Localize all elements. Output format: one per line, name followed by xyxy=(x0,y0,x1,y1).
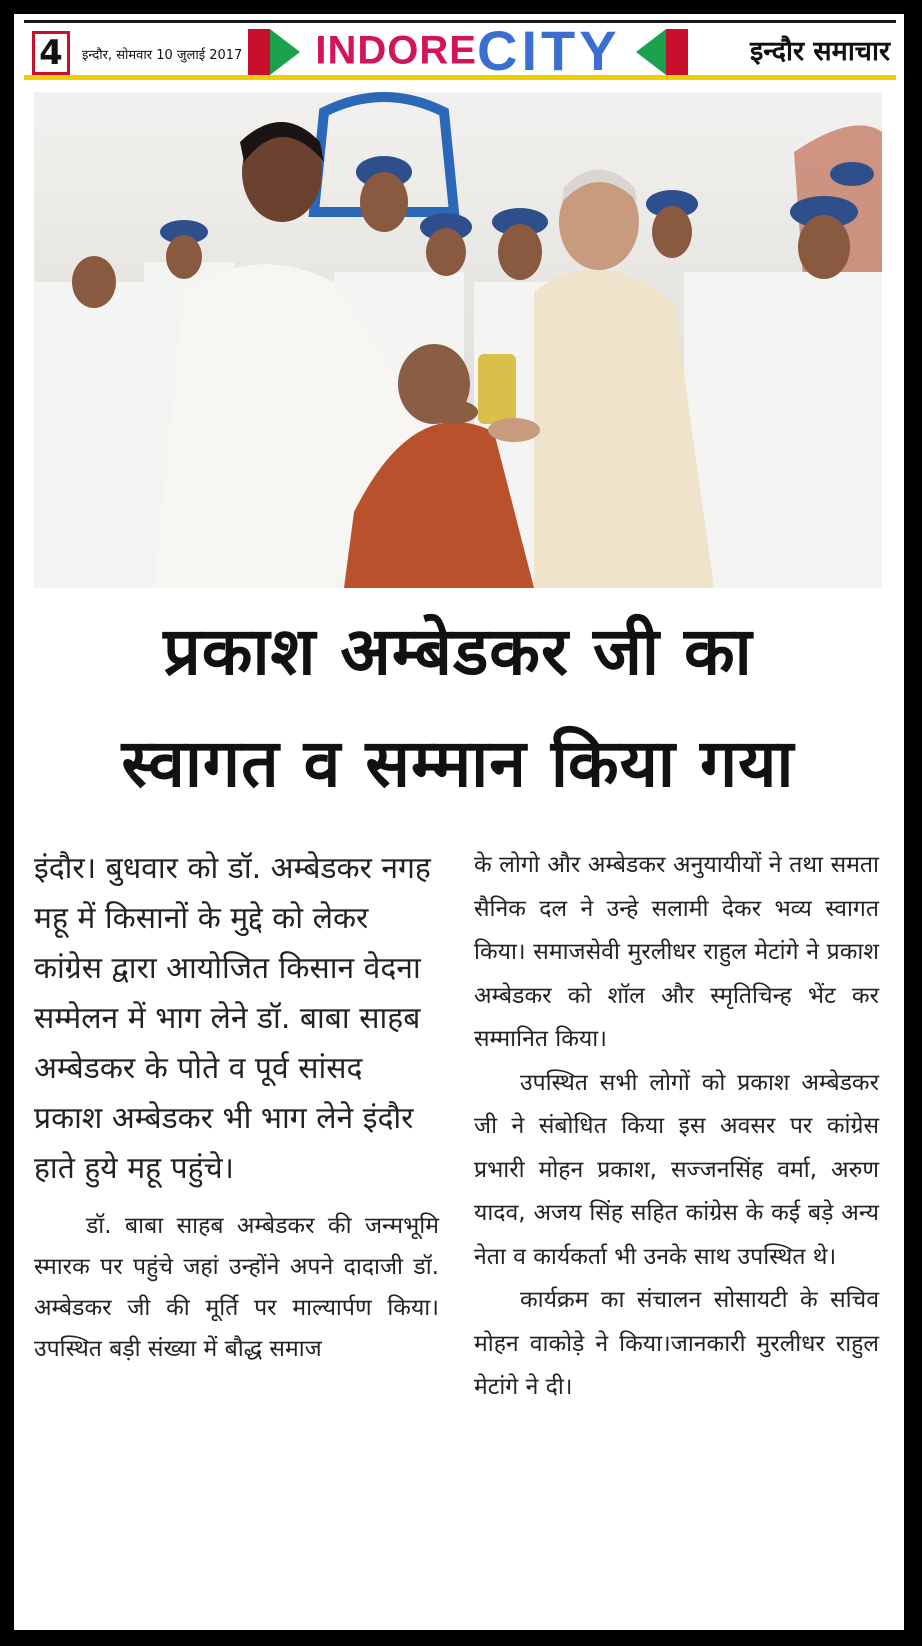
dateline: इन्दौर, सोमवार 10 जुलाई 2017 xyxy=(82,48,243,63)
article-paragraph-3: उपस्थित सभी लोगों को प्रकाश अम्बेडकर जी ने संबोधित किया इस अवसर पर कांग्रेस प्रभारी मोहन प्रकाश, सज्जनसिंह वर्मा, अरुण यादव, अजय सिंह सहित कांग्रेस के कई बड़े अन्य नेता व कार्यकर्ता भी उनके साथ उपस्थित थे। xyxy=(474,1069,879,1270)
section-logo xyxy=(248,19,688,82)
article-paragraph-2a: डॉ. बाबा साहब अम्बेडकर की जन्मभूमि स्मारक पर पहुंचे जहां उन्होंने अपने दादाजी डॉ. अम्बेडकर जी की मूर्ति पर माल्यार्पण किया। उपस्थित बड़ी संख्या में बौद्ध समाज xyxy=(34,1213,439,1362)
section-logo-text xyxy=(304,19,632,82)
newspaper-page xyxy=(14,14,904,1630)
flag-left-icon xyxy=(248,29,302,75)
logo-city: CITY xyxy=(477,19,621,82)
newspaper-name: इन्दौर समाचार xyxy=(750,36,890,67)
article-paragraph-4: कार्यक्रम का संचालन सोसायटी के सचिव मोहन वाकोड़े ने किया।जानकारी मुरलीधर राहुल मेटांगे ने दी। xyxy=(474,1287,879,1400)
masthead xyxy=(24,20,896,80)
article-lead: इंदौर। बुधवार को डॉ. अम्बेडकर नगह महू में किसानों के मुद्दे को लेकर कांग्रेस द्वारा आयोजित किसान वेदना सम्मेलन में भाग लेने डॉ. बाबा साहब अम्बेडकर के पोते व पूर्व सांसद प्रकाश अम्बेडकर भी भाग लेने इंदौर हाते हुये महू पहुंचे। xyxy=(34,851,431,1186)
article-paragraph-2b: के लोगो और अम्बेडकर अनुयायीयों ने तथा समता सैनिक दल ने उन्हे सलामी देकर भव्य स्वागत किया। समाजसेवी मुरलीधर राहुल मेटांगे ने प्रकाश अम्बेडकर को शॉल और स्मृतिचिन्ह भेंट कर सम्मानित किया। xyxy=(474,852,879,1052)
page-number: 4 xyxy=(32,31,70,75)
logo-indore: INDORE xyxy=(315,28,477,73)
headline-line-1: प्रकाश अम्बेडकर जी का xyxy=(163,613,753,690)
flag-right-icon xyxy=(634,29,688,75)
headline xyxy=(34,596,882,820)
headline-line-2: स्वागत व सम्मान किया गया xyxy=(121,725,795,802)
news-photo xyxy=(34,92,882,588)
article-column-right xyxy=(474,844,879,1410)
article-column-left xyxy=(34,844,439,1370)
